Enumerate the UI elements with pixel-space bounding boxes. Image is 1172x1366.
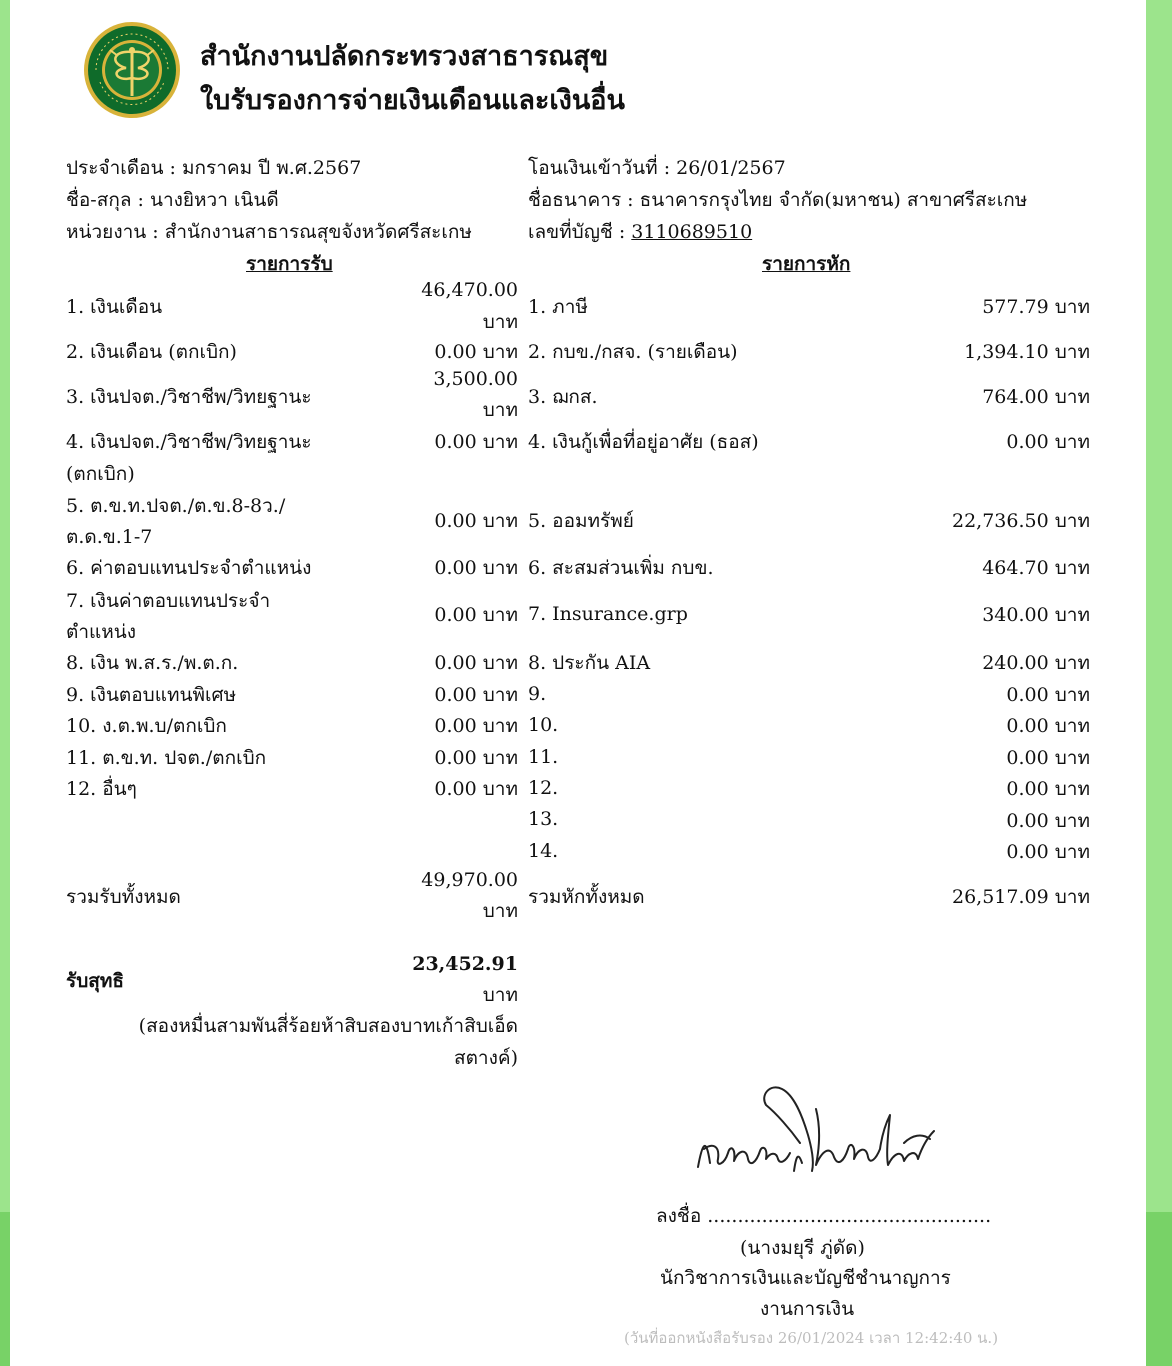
net-pay-label: รับสุทธิ	[66, 970, 124, 992]
certificate-page	[10, 0, 1146, 1366]
deduction-item-value: 1,394.10 บาท	[964, 341, 1090, 363]
income-item-label: 7. เงินค่าตอบแทนประจำ	[66, 590, 271, 612]
income-item-label: 9. เงินตอบแทนพิเศษ	[66, 684, 237, 706]
account-number-row	[528, 220, 752, 244]
deduction-total-label: รวมหักทั้งหมด	[528, 886, 645, 908]
deduction-item-value: 0.00 บาท	[1006, 715, 1090, 737]
sign-line: ลงชื่อ ...............................................	[656, 1205, 992, 1227]
right-green-border-lower	[1146, 1212, 1172, 1366]
signer-name: (นางมยุรี ภู่ดัด)	[740, 1237, 865, 1259]
net-pay-unit: บาท	[482, 984, 518, 1006]
account-label: เลขที่บัญชี :	[528, 221, 632, 243]
bank-name: ชื่อธนาคาร : ธนาคารกรุงไทย จำกัด(มหาชน) สาขาศรีสะเกษ	[528, 189, 1028, 211]
deduction-item-value: 22,736.50 บาท	[952, 510, 1090, 532]
document-title: ใบรับรองการจ่ายเงินเดือนและเงินอื่น	[200, 85, 625, 116]
deduction-item-label: 9.	[528, 683, 547, 705]
deduction-item-label: 11.	[528, 746, 559, 768]
net-pay-in-words: (สองหมื่นสามพันสี่ร้อยห้าสิบสองบาทเก้าสิบเอ็ด	[138, 1015, 518, 1037]
pay-month: ประจำเดือน : มกราคม ปี พ.ศ.2567	[66, 157, 362, 179]
deduction-item-value: 240.00 บาท	[982, 652, 1090, 674]
income-item-label: 4. เงินปจต./วิชาชีพ/วิทยฐานะ	[66, 431, 312, 453]
transfer-date: โอนเงินเข้าวันที่ : 26/01/2567	[528, 157, 786, 179]
income-item-label: 2. เงินเดือน (ตกเบิก)	[66, 341, 237, 363]
deduction-total-value: 26,517.09 บาท	[952, 886, 1090, 908]
income-item-value: 0.00 บาท	[434, 604, 518, 626]
deduction-item-value: 0.00 บาท	[1006, 778, 1090, 800]
income-item-label-cont: ต.ด.ข.1-7	[66, 526, 153, 548]
income-total-value: 49,970.00	[421, 869, 518, 891]
ministry-seal-logo	[82, 20, 182, 120]
deduction-item-value: 0.00 บาท	[1006, 684, 1090, 706]
deduction-item-value: 0.00 บาท	[1006, 431, 1090, 453]
income-item-value: 46,470.00	[421, 279, 518, 301]
deduction-item-label: 1. ภาษี	[528, 296, 588, 318]
deduction-item-value: 0.00 บาท	[1006, 810, 1090, 832]
income-total-label: รวมรับทั้งหมด	[66, 886, 181, 908]
income-item-unit: บาท	[482, 311, 518, 333]
income-item-label: 5. ต.ข.ท.ปจต./ต.ข.8-8ว./	[66, 495, 286, 517]
deduction-item-label: 6. สะสมส่วนเพิ่ม กบข.	[528, 557, 714, 579]
deduction-item-label: 2. กบข./กสจ. (รายเดือน)	[528, 341, 738, 363]
deduction-item-label: 7. Insurance.grp	[528, 603, 688, 625]
income-item-value: 3,500.00	[433, 368, 518, 390]
deduction-item-value: 0.00 บาท	[1006, 747, 1090, 769]
right-green-border	[1146, 0, 1172, 1366]
income-item-value: 0.00 บาท	[434, 747, 518, 769]
signer-department: งานการเงิน	[760, 1298, 855, 1320]
income-item-value: 0.00 บาท	[434, 778, 518, 800]
account-number: 3110689510	[631, 221, 753, 243]
income-item-label-cont: (ตกเบิก)	[66, 463, 135, 485]
income-item-label: 10. ง.ต.พ.บ/ตกเบิก	[66, 715, 227, 737]
income-item-label: 3. เงินปจต./วิชาชีพ/วิทยฐานะ	[66, 386, 312, 408]
issued-timestamp: (วันที่ออกหนังสือรับรอง 26/01/2024 เวลา 12:42:40 น.)	[624, 1329, 999, 1347]
deduction-item-value: 0.00 บาท	[1006, 841, 1090, 863]
deduction-item-label: 3. ฌกส.	[528, 386, 598, 408]
signer-position: นักวิชาการเงินและบัญชีชำนาญการ	[660, 1267, 951, 1289]
deduction-item-value: 340.00 บาท	[982, 604, 1090, 626]
income-item-label-cont: ตำแหน่ง	[66, 621, 137, 643]
handwritten-signature	[690, 1075, 950, 1185]
net-pay-value: 23,452.91	[412, 953, 518, 975]
left-green-border	[0, 0, 10, 1366]
income-total-unit: บาท	[482, 900, 518, 922]
deduction-item-label: 13.	[528, 808, 559, 830]
deduction-item-label: 8. ประกัน AIA	[528, 652, 651, 674]
income-item-label: 1. เงินเดือน	[66, 296, 163, 318]
deduction-item-label: 5. ออมทรัพย์	[528, 510, 634, 532]
net-pay-in-words-cont: สตางค์)	[453, 1047, 518, 1069]
org-title: สำนักงานปลัดกระทรวงสาธารณสุข	[200, 41, 609, 72]
deduction-item-label: 10.	[528, 714, 559, 736]
income-item-label: 11. ต.ข.ท. ปจต./ตกเบิก	[66, 747, 267, 769]
income-item-unit: บาท	[482, 399, 518, 421]
left-green-border-lower	[0, 1212, 10, 1366]
income-item-value: 0.00 บาท	[434, 557, 518, 579]
employee-name: ชื่อ-สกุล : นางยิหวา เนินดี	[66, 189, 279, 211]
deduction-item-value: 464.70 บาท	[982, 557, 1090, 579]
income-item-value: 0.00 บาท	[434, 684, 518, 706]
income-item-label: 6. ค่าตอบแทนประจำตำแหน่ง	[66, 557, 312, 579]
deduction-heading: รายการหัก	[762, 253, 851, 275]
income-heading: รายการรับ	[246, 253, 333, 275]
income-item-value: 0.00 บาท	[434, 510, 518, 532]
income-item-value: 0.00 บาท	[434, 341, 518, 363]
income-item-label: 8. เงิน พ.ส.ร./พ.ต.ก.	[66, 652, 239, 674]
income-item-value: 0.00 บาท	[434, 652, 518, 674]
income-item-label: 12. อื่นๆ	[66, 778, 137, 800]
deduction-item-label: 14.	[528, 840, 559, 862]
deduction-item-label: 12.	[528, 777, 559, 799]
deduction-item-label: 4. เงินกู้เพื่อที่อยู่อาศัย (ธอส)	[528, 431, 759, 453]
deduction-item-value: 577.79 บาท	[982, 296, 1090, 318]
deduction-item-value: 764.00 บาท	[982, 386, 1090, 408]
employee-unit: หน่วยงาน : สำนักงานสาธารณสุขจังหวัดศรีสะเกษ	[66, 221, 472, 243]
income-item-value: 0.00 บาท	[434, 431, 518, 453]
income-item-value: 0.00 บาท	[434, 715, 518, 737]
